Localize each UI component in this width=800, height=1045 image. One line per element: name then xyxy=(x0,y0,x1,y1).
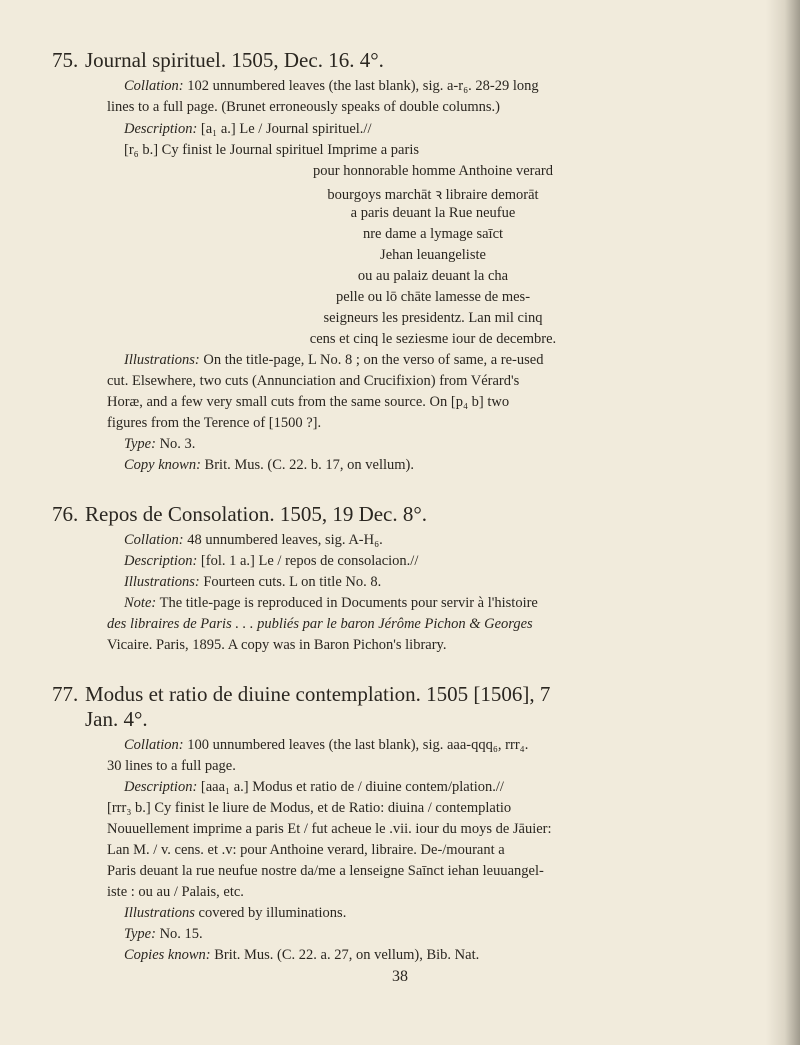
text-line: Collation: 100 unnumbered leaves (the last blank), sig. aaa-qqq₆, rrr₄. xyxy=(124,737,529,753)
text-line: cens et cinq le seziesme iour de decembre. xyxy=(309,331,557,347)
text-line: Type: No. 3. xyxy=(124,436,196,452)
text-line: seigneurs les presidentz. Lan mil cinq xyxy=(323,310,543,326)
text-line: Description: [fol. 1 a.] Le / repos de consolacion.// xyxy=(124,553,419,569)
text-line: Jehan leuangeliste xyxy=(380,247,486,263)
text-line: Type: No. 15. xyxy=(124,926,203,942)
text-line: pour honnorable homme Anthoine verard xyxy=(313,163,553,179)
entry-number: 77. xyxy=(52,682,79,706)
text-line: cut. Elsewhere, two cuts (Annunciation and Crucifixion) from Vérard's xyxy=(107,373,520,389)
entry-number: 75. xyxy=(52,48,79,72)
text-line: Description: [aaa₁ a.] Modus et ratio de / diuine contem/plation.// xyxy=(124,779,504,795)
text-line: bourgoys marchāt ꝛ libraire demorāt xyxy=(327,187,539,203)
text-line: Copy known: Brit. Mus. (C. 22. b. 17, on vellum). xyxy=(124,457,414,473)
text-line: Vicaire. Paris, 1895. A copy was in Baron Pichon's library. xyxy=(107,637,447,653)
text-line: Copies known: Brit. Mus. (C. 22. a. 27, on vellum), Bib. Nat. xyxy=(124,947,480,963)
text-line: Collation: 102 unnumbered leaves (the last blank), sig. a-r₆. 28-29 long xyxy=(124,78,539,94)
page-spine-shadow xyxy=(766,0,800,1045)
text-line: Illustrations covered by illuminations. xyxy=(124,905,347,921)
text-line: Description: [a₁ a.] Le / Journal spirituel.// xyxy=(124,121,372,137)
entry-heading: Modus et ratio de diuine contemplation. 1505 [1506], 7 xyxy=(85,682,551,706)
text-line: pelle ou lō chāte lamesse de mes- xyxy=(335,289,531,305)
text-line: Illustrations: Fourteen cuts. L on title No. 8. xyxy=(124,574,382,590)
text-line: Lan M. / v. cens. et .v: pour Anthoine verard, libraire. De-/mourant a xyxy=(107,842,505,858)
text-line: [rrr₃ b.] Cy finist le liure de Modus, et de Ratio: diuina / contemplatio xyxy=(107,800,512,816)
text-line: figures from the Terence of [1500 ?]. xyxy=(107,415,322,431)
text-line: Horæ, and a few very small cuts from the same source. On [p₄ b] two xyxy=(107,394,510,410)
text-line: iste : ou au / Palais, etc. xyxy=(107,884,244,900)
entry-heading: Repos de Consolation. 1505, 19 Dec. 8°. xyxy=(85,502,428,526)
text-line: Note: The title-page is reproduced in Documents pour servir à l'histoire xyxy=(124,595,538,611)
page-number: 38 xyxy=(392,968,408,985)
text-line: ou au palaiz deuant la cha xyxy=(357,268,509,284)
text-line: Collation: 48 unnumbered leaves, sig. A-H₆. xyxy=(124,532,383,548)
text-line: Nouuellement imprime a paris Et / fut acheue le .vii. iour du moys de Jāuier: xyxy=(107,821,552,837)
text-line: des libraires de Paris . . . publiés par le baron Jérôme Pichon & Georges xyxy=(107,616,533,632)
text-line: 30 lines to a full page. xyxy=(107,758,236,774)
entry-heading-continued: Jan. 4°. xyxy=(85,707,148,731)
text-line: Paris deuant la rue neufue nostre da/me a lenseigne Saīnct iehan leuuangel- xyxy=(107,863,544,879)
entry-heading: Journal spirituel. 1505, Dec. 16. 4°. xyxy=(85,48,384,72)
text-line: [r₆ b.] Cy finist le Journal spirituel Imprime a paris xyxy=(124,142,419,158)
text-line: a paris deuant la Rue neufue xyxy=(350,205,516,221)
text-line: nre dame a lymage saīct xyxy=(362,226,504,242)
text-line: lines to a full page. (Brunet erroneously speaks of double columns.) xyxy=(107,99,501,115)
entry-number: 76. xyxy=(52,502,79,526)
text-line: Illustrations: On the title-page, L No. 8 ; on the verso of same, a re-used xyxy=(124,352,544,368)
